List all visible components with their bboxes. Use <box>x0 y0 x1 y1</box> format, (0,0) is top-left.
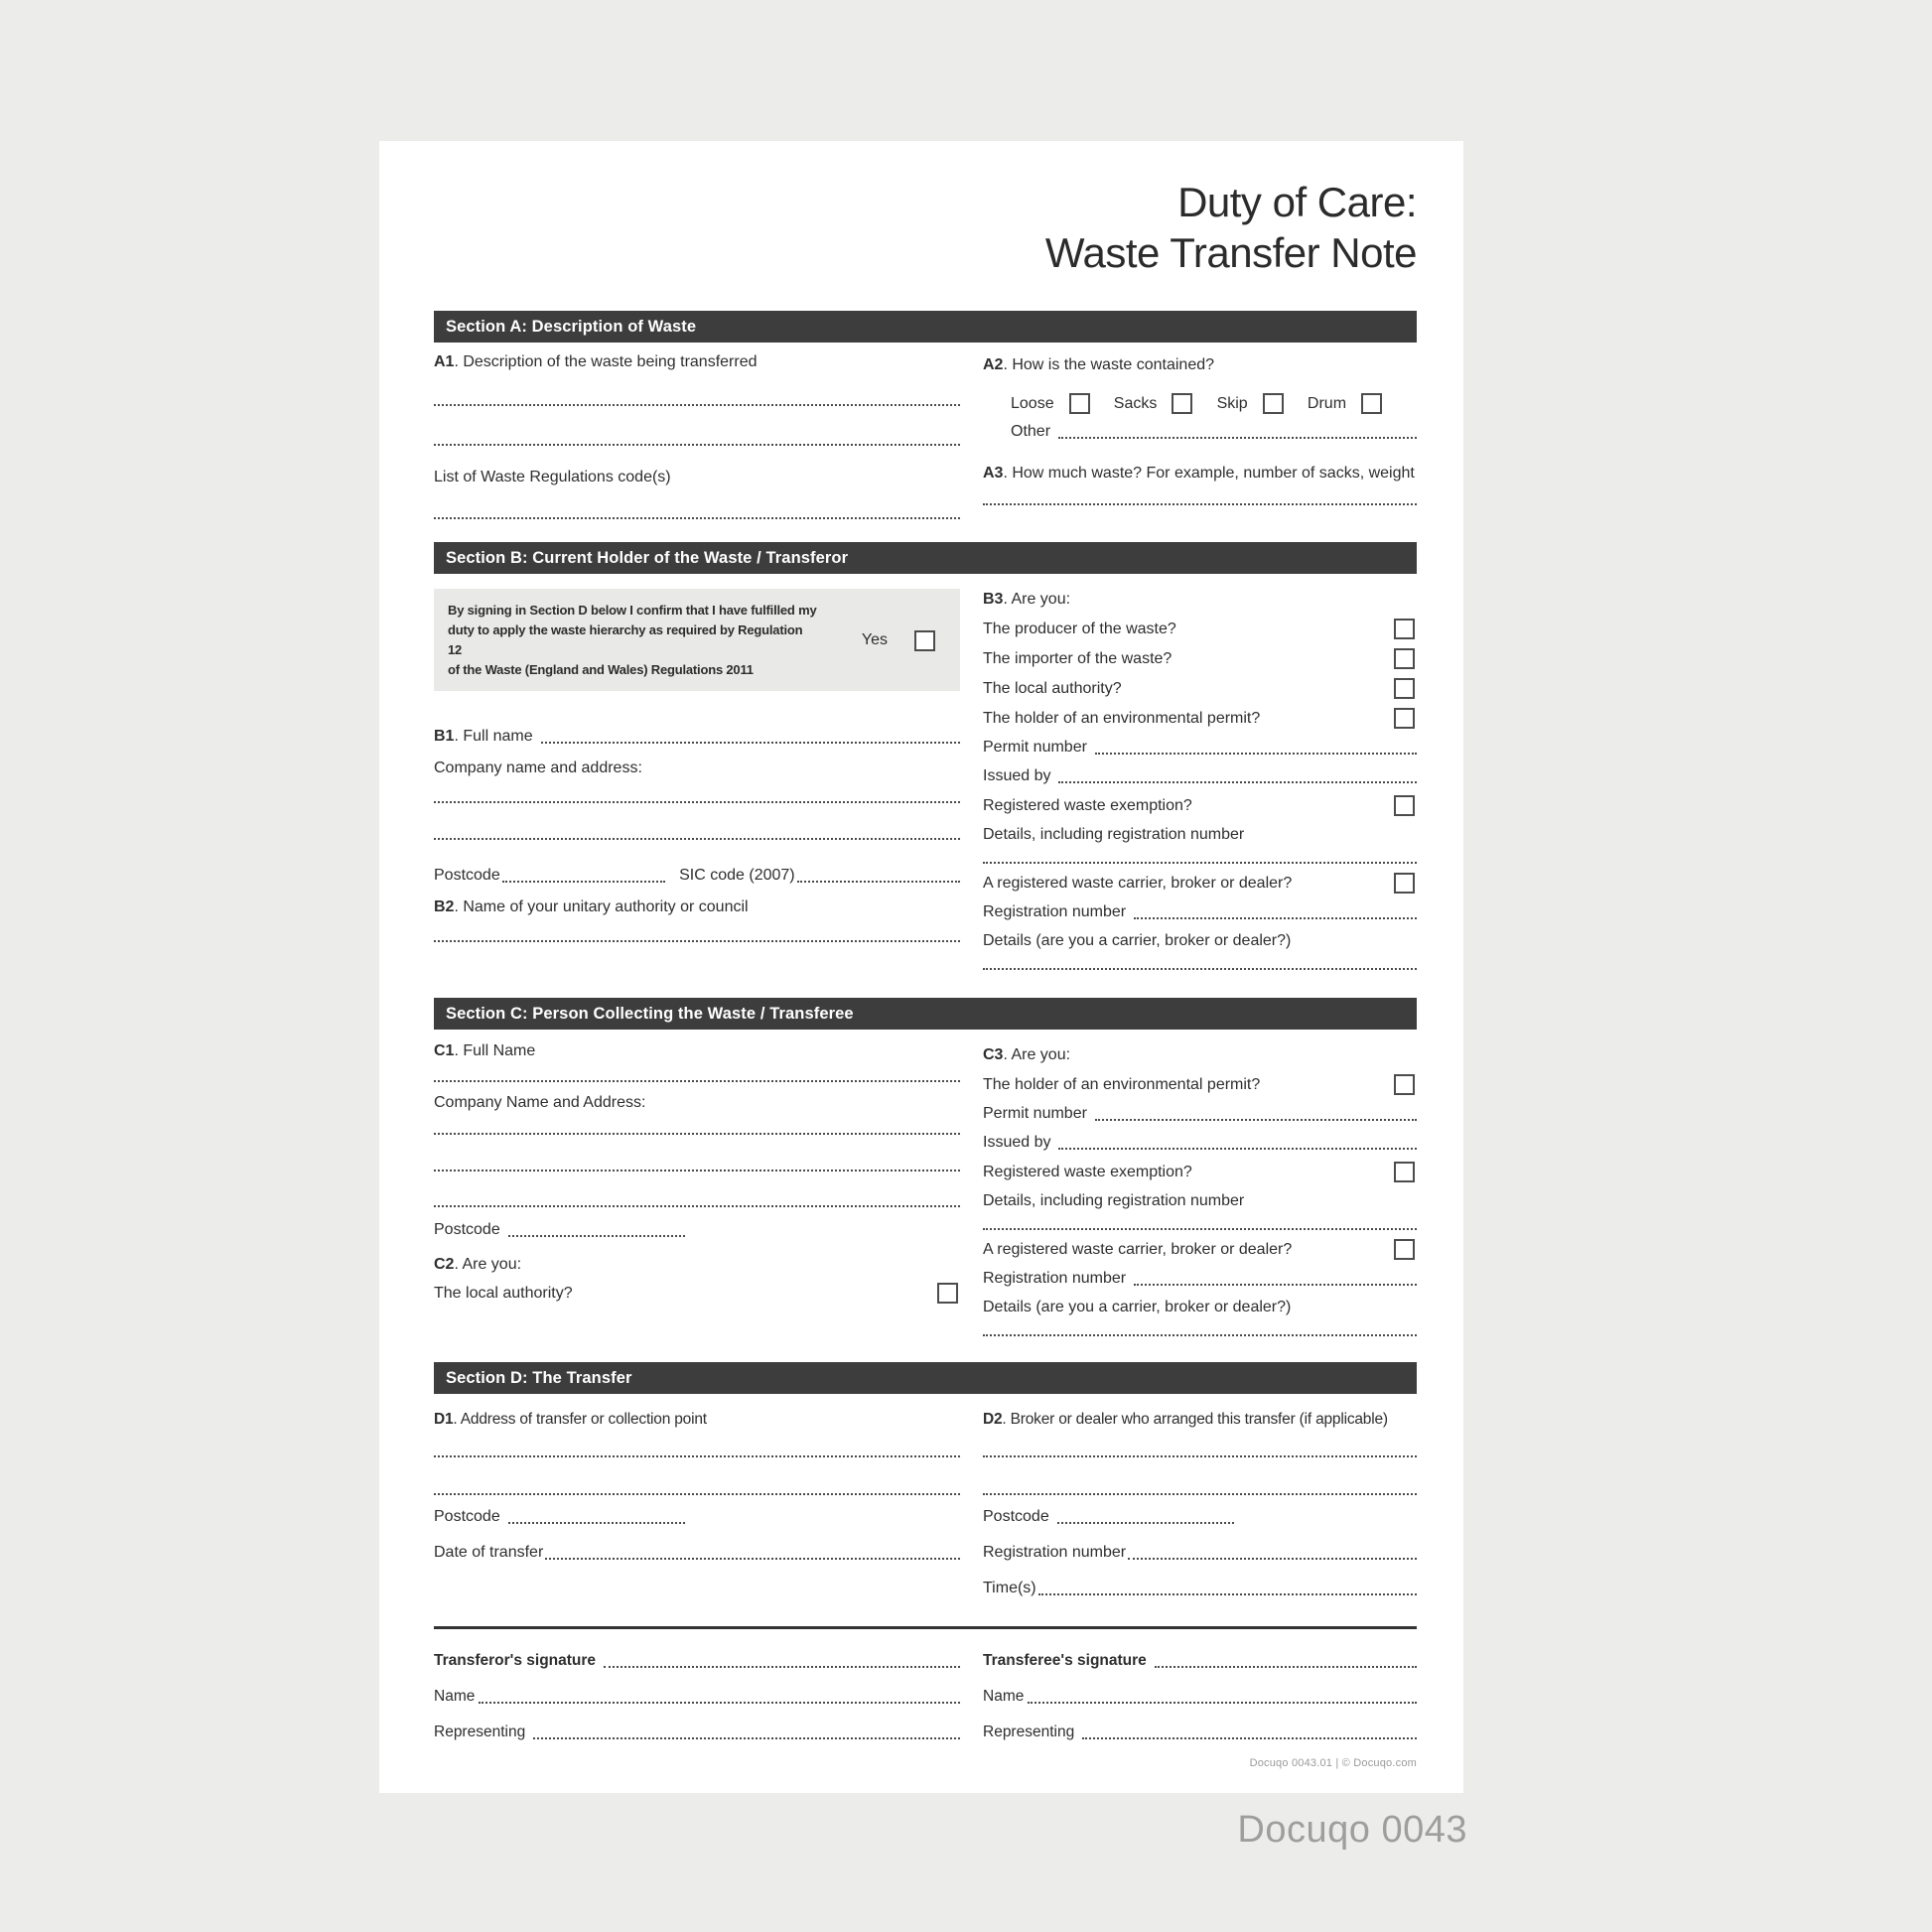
sacks-checkbox[interactable] <box>1172 393 1192 414</box>
transferor-representing-row: Representing <box>434 1723 960 1742</box>
b-registration-number-row: Registration number <box>983 902 1417 922</box>
transferor-signature-input-line[interactable] <box>604 1666 960 1668</box>
c3-exemption-row: Registered waste exemption? <box>983 1162 1417 1182</box>
section-a-header: Section A: Description of Waste <box>434 311 1417 343</box>
b-issued-by-input-line[interactable] <box>1058 781 1417 783</box>
c-company-input-line-2[interactable] <box>434 1170 960 1172</box>
confirm-yes-checkbox[interactable] <box>914 630 935 651</box>
c-company-label: Company Name and Address: <box>434 1094 646 1111</box>
title-line-2: Waste Transfer Note <box>1044 229 1417 276</box>
c2-label: C2. Are you: <box>434 1256 522 1273</box>
b3-carrier-row: A registered waste carrier, broker or dealer? <box>983 873 1417 894</box>
a1-label: A1. Description of the waste being transferred <box>434 353 758 370</box>
b-issued-by-row: Issued by <box>983 766 1417 786</box>
d-postcode-right-row: Postcode <box>983 1507 1417 1527</box>
b-permit-number-input-line[interactable] <box>1095 753 1417 755</box>
b-exemption-details-input-line[interactable] <box>983 862 1417 864</box>
section-c <box>434 998 1417 1336</box>
containment-option-loose: Loose <box>1011 393 1090 414</box>
transferor-signature-row: Transferor's signature <box>434 1651 960 1671</box>
b-company-input-line-2[interactable] <box>434 838 960 840</box>
b2-input-line[interactable] <box>434 940 960 942</box>
signature-divider <box>434 1626 1417 1629</box>
c-carrier-details-input-line[interactable] <box>983 1334 1417 1336</box>
a2-label: A2. How is the waste contained? <box>983 356 1215 373</box>
b-carrier-details-label: Details (are you a carrier, broker or dealer?) <box>983 932 1292 949</box>
b-registration-number-input-line[interactable] <box>1134 917 1417 919</box>
transferee-name-input-line[interactable] <box>1028 1702 1417 1704</box>
b-company-label: Company name and address: <box>434 759 642 776</box>
b-carrier-checkbox[interactable] <box>1394 873 1415 894</box>
d2-input-line[interactable] <box>983 1455 1417 1457</box>
other-input-line[interactable] <box>1058 437 1417 439</box>
c-postcode-input-line[interactable] <box>508 1235 685 1237</box>
d-registration-input-line[interactable] <box>1128 1558 1417 1560</box>
title-line-1: Duty of Care: <box>1177 179 1417 225</box>
b-postcode-input-line[interactable] <box>502 881 665 883</box>
d2-input-line-2[interactable] <box>983 1493 1417 1495</box>
skip-checkbox[interactable] <box>1263 393 1284 414</box>
transferor-name-row: Name <box>434 1687 960 1707</box>
section-d <box>434 1362 1417 1742</box>
c3-label: C3. Are you: <box>983 1046 1071 1063</box>
d-times-input-line[interactable] <box>1038 1593 1417 1595</box>
c3-exemption-checkbox[interactable] <box>1394 1162 1415 1182</box>
b-postcode-sic-row: Postcode SIC code (2007) <box>434 866 960 886</box>
document-footer: Docuqo 0043.01 | © Docuqo.com <box>1249 1757 1417 1769</box>
c2-local-authority-row: The local authority? <box>434 1283 960 1304</box>
c-issued-by-row: Issued by <box>983 1133 1417 1153</box>
b-exemption-checkbox[interactable] <box>1394 795 1415 816</box>
b3-permit-holder-row: The holder of an environmental permit? <box>983 708 1417 729</box>
b3-label: B3. Are you: <box>983 591 1071 608</box>
d1-input-line-2[interactable] <box>434 1493 960 1495</box>
b3-local-authority-row: The local authority? <box>983 678 1417 699</box>
c-permit-number-input-line[interactable] <box>1095 1119 1417 1121</box>
confirmation-text: By signing in Section D below I confirm that I have fulfilled my duty to apply the waste hierarchy as required by Regulation 12 of the Waste (England and Wales) Regulations 2011 <box>448 603 817 677</box>
c-registration-number-row: Registration number <box>983 1269 1417 1289</box>
b3-importer-row: The importer of the waste? <box>983 648 1417 669</box>
c3-carrier-checkbox[interactable] <box>1394 1239 1415 1260</box>
c-company-input-line[interactable] <box>434 1133 960 1135</box>
b-carrier-details-input-line[interactable] <box>983 968 1417 970</box>
a1-input-line[interactable] <box>434 404 960 406</box>
c2-local-authority-checkbox[interactable] <box>937 1283 958 1304</box>
containment-option-drum: Drum <box>1308 393 1382 414</box>
c1-label: C1. Full Name <box>434 1042 536 1059</box>
transferee-representing-row: Representing <box>983 1723 1417 1742</box>
producer-checkbox[interactable] <box>1394 619 1415 639</box>
containment-option-sacks: Sacks <box>1114 393 1193 414</box>
c-company-input-line-3[interactable] <box>434 1205 960 1207</box>
c-permit-number-row: Permit number <box>983 1104 1417 1124</box>
transferee-representing-input-line[interactable] <box>1082 1737 1417 1739</box>
d-date-input-line[interactable] <box>545 1558 960 1560</box>
d2-label: D2. Broker or dealer who arranged this transfer (if applicable) <box>983 1411 1388 1428</box>
d-registration-row: Registration number <box>983 1543 1417 1563</box>
section-d-header: Section D: The Transfer <box>434 1362 1417 1394</box>
canvas-caption: Docuqo 0043 <box>1237 1809 1467 1851</box>
section-b-header: Section B: Current Holder of the Waste / Transferor <box>434 542 1417 574</box>
section-c-header: Section C: Person Collecting the Waste / Transferee <box>434 998 1417 1030</box>
b3-exemption-row: Registered waste exemption? <box>983 795 1417 816</box>
d1-label: D1. Address of transfer or collection point <box>434 1411 707 1428</box>
containment-option-skip: Skip <box>1217 393 1284 414</box>
c3-permit-holder-row: The holder of an environmental permit? <box>983 1074 1417 1095</box>
waste-codes-label: List of Waste Regulations code(s) <box>434 469 671 485</box>
b-local-authority-checkbox[interactable] <box>1394 678 1415 699</box>
waste-codes-input-line[interactable] <box>434 517 960 519</box>
c-exemption-details-input-line[interactable] <box>983 1228 1417 1230</box>
c3-permit-holder-checkbox[interactable] <box>1394 1074 1415 1095</box>
a1-input-line-2[interactable] <box>434 444 960 446</box>
transferor-name-input-line[interactable] <box>479 1702 960 1704</box>
d-times-row: Time(s) <box>983 1579 1417 1598</box>
transferee-signature-row: Transferee's signature <box>983 1651 1417 1671</box>
d1-input-line[interactable] <box>434 1455 960 1457</box>
transferee-signature-input-line[interactable] <box>1155 1666 1417 1668</box>
b1-fullname-input-line[interactable] <box>541 742 960 744</box>
waste-hierarchy-confirmation-box <box>434 589 960 691</box>
document-page <box>379 141 1463 1793</box>
containment-options <box>983 393 1382 414</box>
d-postcode-left-input-line[interactable] <box>508 1522 685 1524</box>
importer-checkbox[interactable] <box>1394 648 1415 669</box>
page-title <box>434 177 1417 278</box>
containment-other-row: Other <box>983 422 1417 442</box>
transferor-representing-input-line[interactable] <box>533 1737 960 1739</box>
c-issued-by-input-line[interactable] <box>1058 1148 1417 1150</box>
c-carrier-details-label: Details (are you a carrier, broker or dealer?) <box>983 1299 1292 1315</box>
b1-row: B1. Full name <box>434 727 960 747</box>
section-b <box>434 542 1417 970</box>
b-exemption-details-label: Details, including registration number <box>983 826 1245 843</box>
drum-checkbox[interactable] <box>1361 393 1382 414</box>
c-registration-number-input-line[interactable] <box>1134 1284 1417 1286</box>
c-exemption-details-label: Details, including registration number <box>983 1192 1245 1209</box>
b-company-input-line[interactable] <box>434 801 960 803</box>
b-permit-holder-checkbox[interactable] <box>1394 708 1415 729</box>
c3-carrier-row: A registered waste carrier, broker or dealer? <box>983 1239 1417 1260</box>
c-postcode-row: Postcode <box>434 1220 960 1240</box>
b-permit-number-row: Permit number <box>983 738 1417 758</box>
a3-label: A3. How much waste? For example, number of sacks, weight <box>983 465 1415 482</box>
b3-producer-row: The producer of the waste? <box>983 619 1417 639</box>
section-a <box>434 311 1417 519</box>
b2-label: B2. Name of your unitary authority or council <box>434 898 749 915</box>
transferee-name-row: Name <box>983 1687 1417 1707</box>
d-postcode-right-input-line[interactable] <box>1057 1522 1234 1524</box>
d-postcode-left-row: Postcode <box>434 1507 960 1527</box>
b-sic-input-line[interactable] <box>797 881 960 883</box>
c1-input-line[interactable] <box>434 1080 960 1082</box>
loose-checkbox[interactable] <box>1069 393 1090 414</box>
confirmation-yes: Yes <box>817 630 944 651</box>
d-date-row: Date of transfer <box>434 1543 960 1563</box>
a3-input-line[interactable] <box>983 503 1417 505</box>
